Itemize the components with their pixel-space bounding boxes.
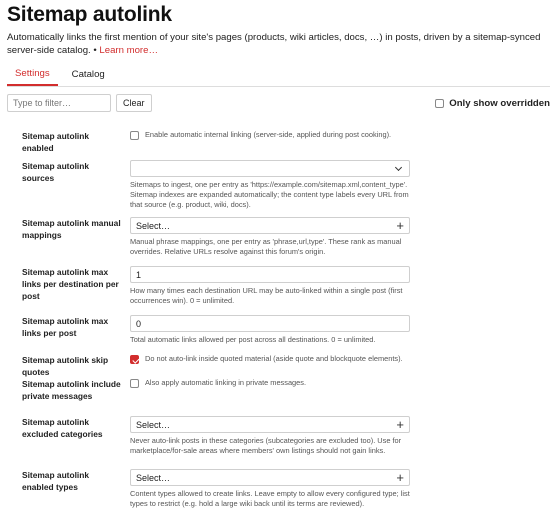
enabled-types-value: Select… (136, 472, 171, 483)
include-private-messages-checkbox[interactable] (130, 379, 139, 388)
sources-dropdown[interactable] (130, 160, 410, 177)
plugin-description (7, 32, 550, 57)
only-overridden-label: Only show overridden (449, 97, 550, 109)
enabled-checkbox[interactable] (130, 131, 139, 140)
intro-text: Automatically links the first mention of your site's pages (products, wiki articles, docs, …) in posts, driven by a sitemap-synced server-side catalog. • (7, 32, 541, 56)
learn-more-link[interactable]: Learn more… (99, 44, 159, 56)
setting-label: Sitemap autolink max links per post (22, 316, 109, 338)
plus-icon: + (396, 218, 404, 233)
skip-quotes-checkbox[interactable] (130, 355, 139, 364)
enabled-types-selector[interactable] (130, 469, 410, 486)
setting-checkbox-text: Also apply automatic linking in private messages. (145, 378, 307, 387)
only-overridden-toggle[interactable] (435, 98, 550, 109)
tab-bar (7, 65, 550, 87)
setting-label: Sitemap autolink enabled (22, 131, 90, 153)
setting-description: Manual phrase mappings, one per entry as 'phrase,url,type'. These rank as manual overrides. Relative URLs resolve against this forum's origin. (130, 237, 402, 256)
setting-label: Sitemap autolink sources (22, 161, 90, 183)
clear-button[interactable]: Clear (116, 94, 152, 112)
chevron-down-icon (394, 164, 404, 174)
setting-description: Total automatic links allowed per post across all destinations. 0 = unlimited. (130, 335, 376, 344)
max-links-per-destination-value: 1 (136, 269, 142, 280)
tab-settings[interactable]: Settings (7, 68, 58, 86)
setting-description: Never auto-link posts in these categories (subcategories are excluded too). Use for marketplace/for-sale areas where members' own listings should not gain links. (130, 436, 402, 455)
excluded-categories-value: Select… (136, 419, 171, 430)
setting-label: Sitemap autolink include private messages (22, 379, 121, 401)
filter-bar (7, 93, 550, 113)
plus-icon: + (396, 417, 404, 432)
setting-label: Sitemap autolink manual mappings (22, 218, 121, 240)
manual-mappings-value: Select… (136, 220, 171, 231)
setting-label: Sitemap autolink excluded categories (22, 417, 103, 439)
tab-catalog[interactable]: Catalog (71, 69, 105, 80)
max-links-per-post-value: 0 (136, 318, 142, 329)
excluded-categories-selector[interactable] (130, 416, 410, 433)
max-links-per-post-input[interactable] (130, 315, 410, 332)
filter-input[interactable] (7, 94, 111, 112)
setting-label: Sitemap autolink enabled types (22, 470, 90, 492)
setting-description: How many times each destination URL may be auto-linked within a single post (first occurrences win). 0 = unlimited. (130, 286, 403, 305)
setting-description: Content types allowed to create links. Leave empty to allow every configured type; list types to restrict (e.g. hold a large wiki back until its terms are reviewed). (130, 489, 410, 508)
setting-checkbox-text: Do not auto-link inside quoted material (aside quote and blockquote elements). (145, 354, 403, 363)
setting-label: Sitemap autolink skip quotes (22, 355, 109, 377)
max-links-per-destination-input[interactable] (130, 266, 410, 283)
setting-label: Sitemap autolink max links per destination per post (22, 267, 119, 301)
page-title: Sitemap autolink (7, 3, 172, 26)
setting-description: Sitemaps to ingest, one per entry as 'https://example.com/sitemap.xml,content_type'. Sitemap indexes are expanded automatically; the content type labels every URL from that source (e.g. product, wiki, docs). (130, 180, 409, 209)
manual-mappings-selector[interactable] (130, 217, 410, 234)
setting-checkbox-text: Enable automatic internal linking (server-side, applied during post cooking). (145, 130, 392, 139)
only-overridden-checkbox[interactable] (435, 99, 444, 108)
plus-icon: + (396, 470, 404, 485)
